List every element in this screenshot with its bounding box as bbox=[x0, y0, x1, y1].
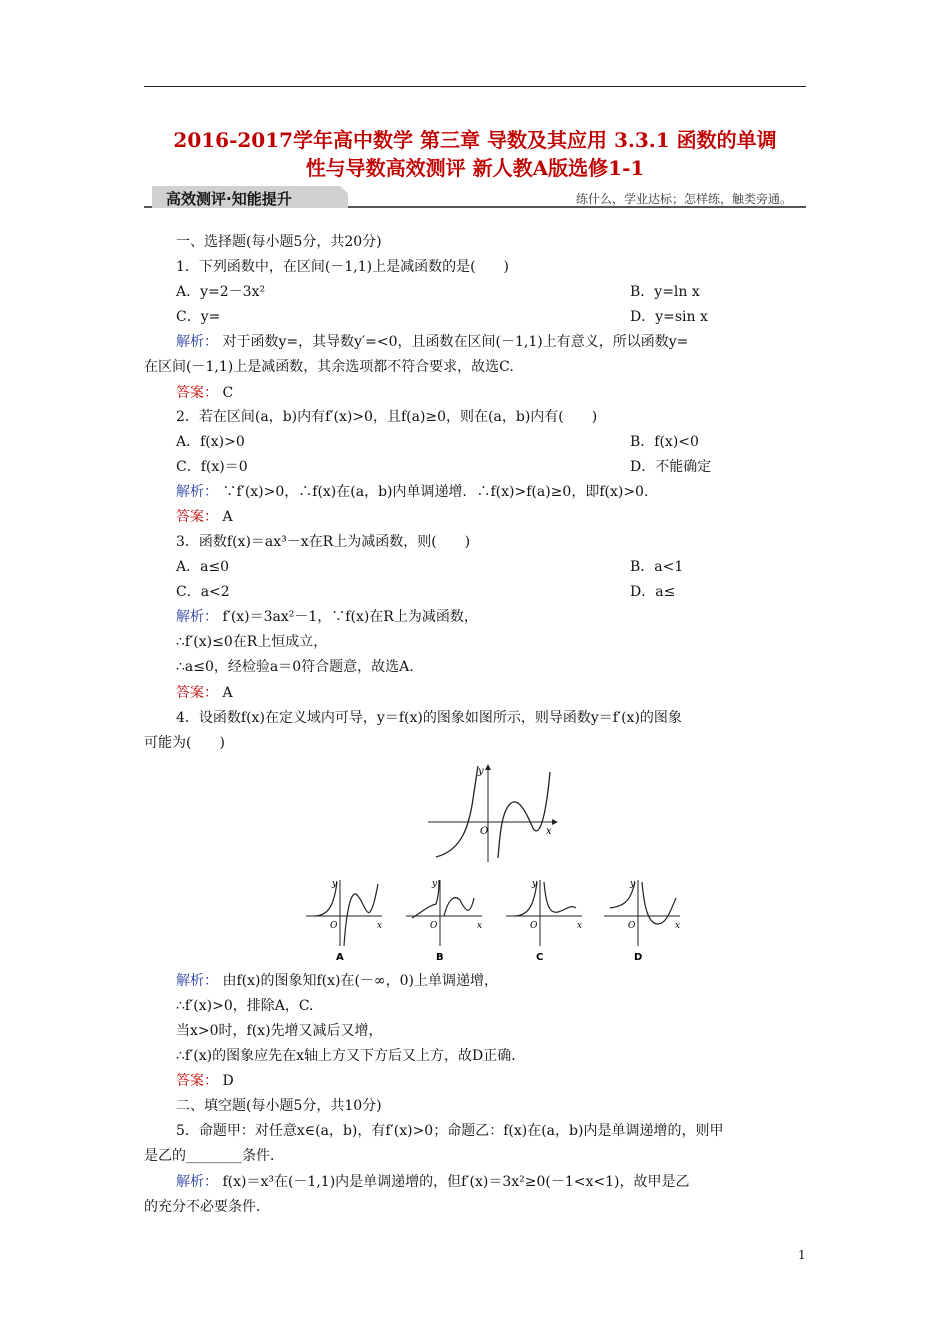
title-line-2: 性与导数高效测评 新人教A版选修1-1 bbox=[305, 156, 645, 180]
q2-stem: 2．若在区间(a，b)内有f′(x)>0，且f(a)≥0，则在(a，b)内有( ) bbox=[176, 409, 598, 425]
origin-label: O bbox=[480, 826, 489, 837]
q3-options-row1 bbox=[144, 557, 806, 577]
q3-option-c: C．a<2 bbox=[176, 584, 230, 600]
q5-stem-2: 是乙的________条件． bbox=[144, 1148, 284, 1164]
q4-analysis-text-2: ∴f′(x)>0，排除A，C. bbox=[176, 998, 314, 1014]
origin-label: O bbox=[628, 921, 636, 931]
x-axis-label: x bbox=[675, 921, 681, 931]
q5-analysis-text-1: f(x)＝x³在(－1,1)内是单调递增的，但f′(x)＝3x²≥0(－1<x<1)，故甲是乙 bbox=[222, 1174, 690, 1190]
q4-answer-value: D bbox=[222, 1073, 234, 1089]
section-heading-fill: 二、填空题(每小题5分，共10分) bbox=[176, 1098, 382, 1114]
q3-analysis-text-3: ∴a≤0，经检验a＝0符合题意，故选A. bbox=[176, 659, 414, 675]
option-graph-a bbox=[306, 879, 382, 963]
q1-answer bbox=[144, 383, 806, 403]
q3-analysis bbox=[144, 607, 806, 627]
q1-option-b: B．y=ln x bbox=[630, 284, 700, 300]
curve-right bbox=[642, 882, 676, 924]
option-graph-c bbox=[506, 879, 582, 963]
q4-function-graph bbox=[428, 762, 558, 864]
q3-option-b: B．a<1 bbox=[630, 559, 684, 575]
q2-answer-value: A bbox=[222, 509, 233, 525]
origin-label: O bbox=[530, 921, 538, 931]
q3-stem: 3．函数f(x)＝ax³－x在R上为减函数，则( ) bbox=[176, 534, 471, 550]
q2-analysis bbox=[144, 482, 806, 502]
q4-stem-2: 可能为( ) bbox=[144, 735, 225, 751]
q3-analysis-text-2: ∴f′(x)≤0在R上恒成立， bbox=[176, 634, 328, 650]
q5-analysis-text-2: 的充分不必要条件． bbox=[144, 1199, 270, 1215]
option-d-label: D bbox=[634, 952, 643, 963]
x-axis-arrow bbox=[552, 819, 558, 825]
section-heading-choice: 一、选择题(每小题5分，共20分) bbox=[176, 234, 382, 250]
section-banner bbox=[144, 186, 806, 210]
q1-options-row1 bbox=[144, 282, 806, 302]
q3-option-d: D．a≤ bbox=[630, 584, 676, 600]
q2-option-b: B．f(x)<0 bbox=[630, 434, 699, 450]
q4-analysis bbox=[144, 971, 806, 991]
analysis-label: 解析： bbox=[176, 334, 218, 350]
option-c-label: C bbox=[536, 952, 544, 963]
q1-options-row2 bbox=[144, 307, 806, 327]
curve-right bbox=[444, 898, 474, 916]
q1-analysis-text-2: 在区间(－1,1)上是减函数，其余选项都不符合要求，故选C. bbox=[144, 359, 514, 375]
x-axis-label: x bbox=[546, 826, 552, 837]
q2-options-row1 bbox=[144, 432, 806, 452]
x-axis-label: x bbox=[477, 921, 483, 931]
option-a-label: A bbox=[336, 952, 344, 963]
q3-answer-value: A bbox=[222, 685, 233, 701]
q3-options-row2 bbox=[144, 582, 806, 602]
analysis-label: 解析： bbox=[176, 609, 218, 625]
curve-right bbox=[544, 882, 576, 912]
y-axis-label: y bbox=[532, 879, 538, 889]
banner-tab-label: 高效测评·知能提升 bbox=[166, 190, 292, 208]
q4-answer bbox=[144, 1071, 806, 1091]
q3-analysis-text-1: f′(x)＝3ax²－1，∵f(x)在R上为减函数， bbox=[222, 609, 478, 625]
page-number: 1 bbox=[798, 1248, 806, 1262]
q4-analysis-text-1: 由f(x)的图象知f(x)在(－∞，0)上单调递增， bbox=[222, 973, 498, 989]
document-title bbox=[144, 126, 806, 182]
curve-left-branch bbox=[436, 766, 478, 857]
q1-analysis bbox=[144, 332, 806, 352]
q5-analysis bbox=[144, 1172, 806, 1192]
q1-option-c: C．y= bbox=[176, 309, 221, 325]
option-graph-d bbox=[604, 879, 680, 963]
x-axis-label: x bbox=[577, 921, 583, 931]
analysis-label: 解析： bbox=[176, 1174, 218, 1190]
answer-label: 答案： bbox=[176, 385, 218, 401]
title-line-1: 2016-2017学年高中数学 第三章 导数及其应用 3.3.1 函数的单调 bbox=[173, 128, 777, 152]
option-b-label: B bbox=[436, 952, 444, 963]
q4-stem-1: 4．设函数f(x)在定义域内可导，y＝f(x)的图象如图所示，则导函数y＝f′(x)的图象 bbox=[176, 710, 682, 726]
q2-answer bbox=[144, 507, 806, 527]
analysis-label: 解析： bbox=[176, 973, 218, 989]
q1-stem: 1．下列函数中，在区间(－1,1)上是减函数的是( ) bbox=[176, 259, 510, 275]
q1-analysis-text-1: 对于函数y=，其导数y′=<0，且函数在区间(－1,1)上有意义，所以函数y= bbox=[222, 334, 689, 350]
y-axis-label: y bbox=[478, 766, 484, 777]
q2-option-c: C．f(x)＝0 bbox=[176, 459, 248, 475]
q1-option-d: D．y=sin x bbox=[630, 309, 708, 325]
origin-label: O bbox=[330, 921, 338, 931]
y-axis-arrow bbox=[485, 764, 491, 770]
option-graph-b bbox=[406, 879, 482, 963]
q2-options-row2 bbox=[144, 457, 806, 477]
q2-analysis-text: ∵f′(x)>0，∴f(x)在(a，b)内单调递增．∴f(x)>f(a)≥0，即f(x)>0. bbox=[222, 484, 649, 500]
q2-option-d: D．不能确定 bbox=[630, 459, 712, 475]
q2-option-a: A．f(x)>0 bbox=[176, 434, 245, 450]
answer-label: 答案： bbox=[176, 685, 218, 701]
q4-analysis-text-3: 当x>0时，f(x)先增又减后又增， bbox=[176, 1023, 383, 1039]
banner-slogan: 练什么，学业达标；怎样练，触类旁通。 bbox=[575, 192, 792, 206]
q3-answer bbox=[144, 683, 806, 703]
y-axis-label: y bbox=[332, 879, 338, 889]
curve-right-branch bbox=[498, 772, 550, 858]
x-axis-label: x bbox=[377, 921, 383, 931]
y-axis-label: y bbox=[630, 879, 636, 889]
q4-option-graphs bbox=[304, 876, 684, 976]
y-axis-label: y bbox=[432, 879, 438, 889]
answer-label: 答案： bbox=[176, 1073, 218, 1089]
curve-right bbox=[344, 884, 378, 946]
answer-label: 答案： bbox=[176, 509, 218, 525]
analysis-label: 解析： bbox=[176, 484, 218, 500]
q1-option-a: A．y=2－3x² bbox=[176, 284, 266, 300]
q1-answer-value: C bbox=[222, 385, 234, 401]
q4-analysis-text-4: ∴f′(x)的图象应先在x轴上方又下方后又上方，故D正确． bbox=[176, 1048, 526, 1064]
q3-option-a: A．a≤0 bbox=[176, 559, 230, 575]
q5-stem-1: 5．命题甲：对任意x∈(a，b)，有f′(x)>0；命题乙：f(x)在(a，b)内是单调递增的，则甲 bbox=[176, 1123, 724, 1139]
header-rule bbox=[144, 86, 806, 87]
origin-label: O bbox=[430, 921, 438, 931]
